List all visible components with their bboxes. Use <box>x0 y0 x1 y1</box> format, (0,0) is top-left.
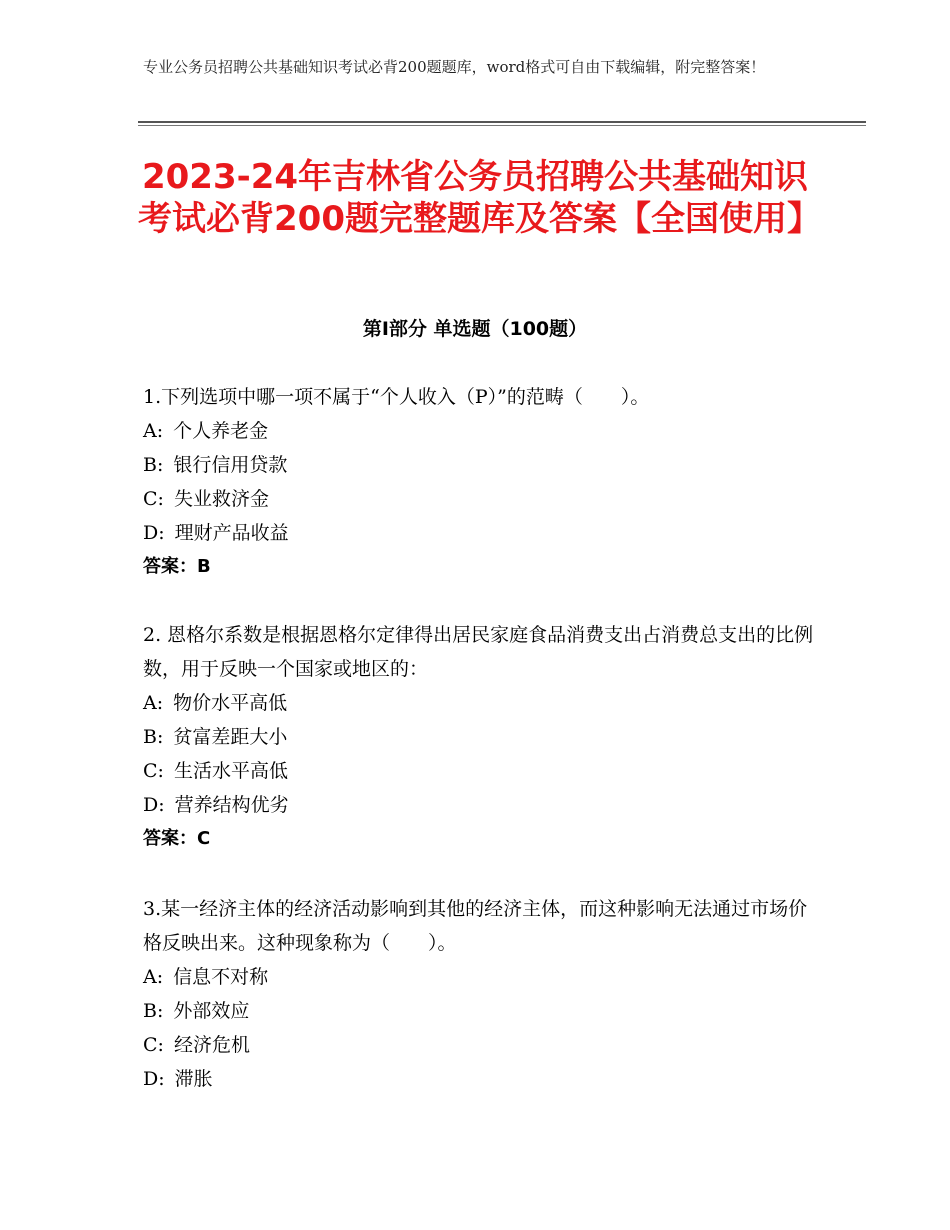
option-b <box>143 994 823 1028</box>
option-text: 经济危机 <box>173 1034 250 1056</box>
option-d <box>143 516 823 550</box>
option-letter: B: <box>143 726 164 748</box>
option-letter: A: <box>143 420 164 442</box>
option-a <box>143 686 823 720</box>
option-letter: A: <box>143 966 164 988</box>
header-note: 专业公务员招聘公共基础知识考试必背200题题库，word格式可自由下载编辑，附完整答案！ <box>143 58 766 76</box>
option-text: 理财产品收益 <box>174 522 289 544</box>
question-3 <box>143 892 823 1096</box>
option-text: 生活水平高低 <box>173 760 288 782</box>
question-stem: 1.下列选项中哪一项不属于“个人收入（P）”的范畴（ ）。 <box>143 386 650 408</box>
option-text: 营养结构优劣 <box>174 794 289 816</box>
option-b <box>143 720 823 754</box>
option-d <box>143 1062 823 1096</box>
option-letter: B: <box>143 454 164 476</box>
answer-label: 答案：C <box>143 828 211 849</box>
option-letter: D: <box>143 1068 165 1090</box>
option-a <box>143 414 823 448</box>
option-c <box>143 1028 823 1062</box>
document-title: 2023-24年吉林省公务员招聘公共基础知识考试必背200题完整题库及答案【全国使用】 <box>138 157 821 239</box>
option-a <box>143 960 823 994</box>
option-letter: B: <box>143 1000 164 1022</box>
option-letter: C: <box>143 488 164 510</box>
option-text: 银行信用贷款 <box>173 454 288 476</box>
question-1 <box>143 380 823 584</box>
answer-label: 答案：B <box>143 556 211 577</box>
option-d <box>143 788 823 822</box>
header-rule-thick <box>138 121 866 123</box>
option-text: 信息不对称 <box>173 966 269 988</box>
header-rule-thin <box>138 125 866 126</box>
question-2 <box>143 618 823 856</box>
option-letter: C: <box>143 1034 164 1056</box>
option-letter: A: <box>143 692 164 714</box>
question-stem: 2. 恩格尔系数是根据恩格尔定律得出居民家庭食品消费支出占消费总支出的比例数，用于反映一个国家或地区的： <box>143 624 814 680</box>
option-letter: D: <box>143 522 165 544</box>
option-c <box>143 754 823 788</box>
option-letter: C: <box>143 760 164 782</box>
option-text: 失业救济金 <box>173 488 269 510</box>
option-c <box>143 482 823 516</box>
option-text: 滞胀 <box>174 1068 213 1090</box>
question-stem: 3.某一经济主体的经济活动影响到其他的经济主体，而这种影响无法通过市场价格反映出来。这种现象称为（ ）。 <box>143 898 808 954</box>
option-letter: D: <box>143 794 165 816</box>
option-text: 物价水平高低 <box>173 692 288 714</box>
option-text: 贫富差距大小 <box>173 726 288 748</box>
section-heading: 第Ⅰ部分 单选题（100题） <box>362 318 588 340</box>
option-text: 个人养老金 <box>173 420 269 442</box>
option-b <box>143 448 823 482</box>
option-text: 外部效应 <box>173 1000 250 1022</box>
